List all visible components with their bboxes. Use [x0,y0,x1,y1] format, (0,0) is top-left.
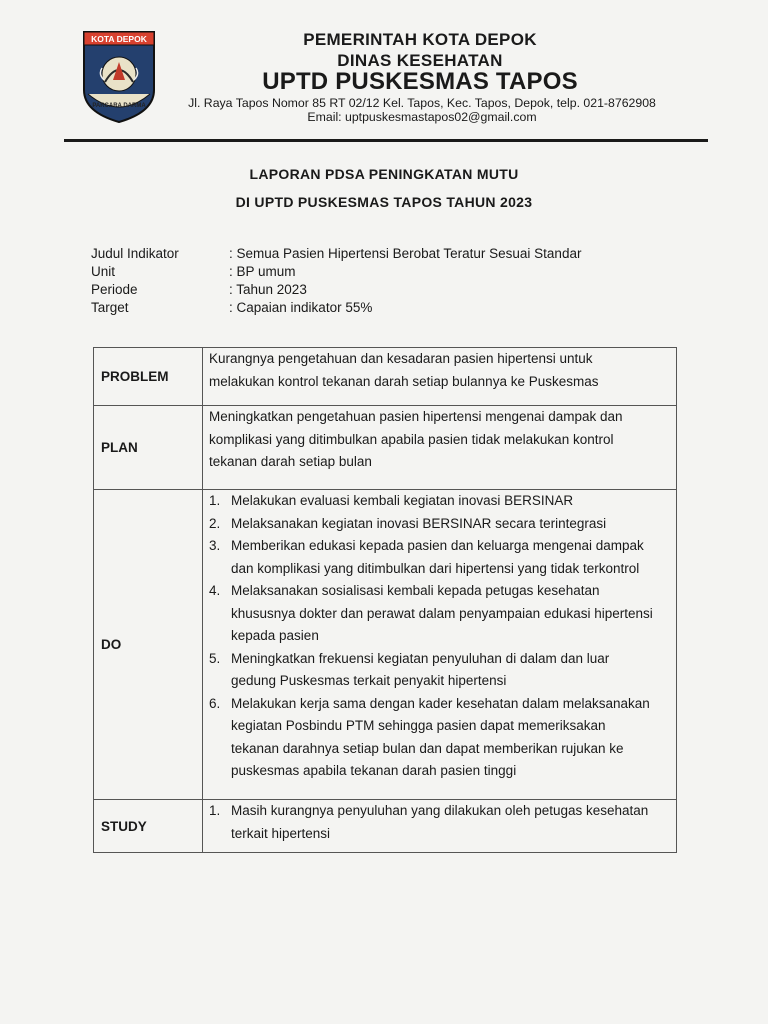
item-number: 5. [209,650,221,666]
item-number: 4. [209,583,221,598]
study-list [209,800,668,845]
meta-value: : Capaian indikator 55% [229,300,373,315]
meta-row [91,299,651,317]
text-line: gedung Puskesmas terkait penyakit hipertensi [231,673,507,688]
text-line: Melakukan evaluasi kembali kegiatan inovasi BERSINAR [231,493,574,508]
report-meta [91,245,651,317]
list-item [209,513,668,536]
list-item [209,535,668,580]
text-line: tekanan darah setiap bulan [209,454,372,469]
text-line: melakukan kontrol tekanan darah setiap bulannya ke Puskesmas [209,373,599,389]
study-content [203,800,677,853]
table-row-do [94,490,677,800]
org-name-puskesmas: UPTD PUSKESMAS TAPOS [262,68,578,95]
text-line: khususnya dokter dan perawat dalam penyampaian edukasi hipertensi [231,605,653,621]
meta-label: Periode [91,282,138,297]
table-row-plan [94,406,677,490]
list-item [209,490,668,513]
text-line: puskesmas apabila tekanan darah pasien tinggi [231,763,517,778]
meta-row [91,245,651,263]
text-line: tekanan darahnya setiap bulan dan dapat memberikan rujukan ke [231,740,624,756]
plan-label: PLAN [94,406,203,490]
table-row-problem [94,348,677,406]
email: Email: uptpuskesmastapos02@gmail.com [307,110,537,124]
list-item [209,580,668,648]
org-name-department: DINAS KESEHATAN [337,51,503,70]
item-number: 6. [209,695,221,711]
text-line: terkait hipertensi [231,825,331,841]
meta-label: Unit [91,264,116,279]
item-number: 3. [209,538,221,553]
table-row-study [94,800,677,853]
meta-label: Judul Indikator [91,246,179,261]
logo-motto: PARCARA DARMA [92,103,146,109]
header-divider [64,139,708,142]
text-line: Melaksanakan sosialisasi kembali kepada petugas kesehatan [231,583,600,598]
logo-text: KOTA DEPOK [91,34,147,44]
report-title-line2: DI UPTD PUSKESMAS TAPOS TAHUN 2023 [235,194,533,210]
meta-value: : Tahun 2023 [229,282,307,297]
text-line: Kurangnya pengetahuan dan kesadaran pasien hipertensi untuk [209,351,593,366]
list-item [209,648,668,693]
do-list [209,490,668,783]
item-number: 2. [209,515,221,531]
meta-value: : BP umum [229,264,296,279]
text-line: Masih kurangnya penyuluhan yang dilakukan oleh petugas kesehatan [231,803,649,818]
text-line: kepada pasien [231,628,319,643]
meta-label: Target [91,300,129,315]
text-line: Melakukan kerja sama dengan kader kesehatan dalam melaksanakan [231,695,650,711]
pdsa-table [93,347,677,853]
meta-row [91,281,651,299]
org-name-city: PEMERINTAH KOTA DEPOK [303,30,537,49]
text-line: Meningkatkan pengetahuan pasien hipertensi mengenai dampak dan [209,409,623,424]
text-line: Memberikan edukasi kepada pasien dan keluarga mengenai dampak [231,538,644,553]
text-line: Melaksanakan kegiatan inovasi BERSINAR secara terintegrasi [231,515,607,531]
kota-depok-emblem [80,28,158,124]
report-title-line1: LAPORAN PDSA PENINGKATAN MUTU [249,166,519,182]
list-item [209,693,668,783]
text-line: kegiatan Posbindu PTM sehingga pasien dapat memeriksakan [231,718,606,733]
text-line: komplikasi yang ditimbulkan apabila pasien tidak melakukan kontrol [209,431,614,447]
plan-content [203,406,677,490]
meta-value: : Semua Pasien Hipertensi Berobat Teratur Sesuai Standar [229,246,582,261]
address: Jl. Raya Tapos Nomor 85 RT 02/12 Kel. Tapos, Kec. Tapos, Depok, telp. 021-8762908 [188,96,656,110]
problem-label: PROBLEM [94,348,203,406]
list-item [209,800,668,845]
text-line: Meningkatkan frekuensi kegiatan penyuluhan di dalam dan luar [231,650,610,666]
item-number: 1. [209,493,221,508]
item-number: 1. [209,803,221,818]
text-line: dan komplikasi yang ditimbulkan dari hipertensi yang tidak terkontrol [231,560,640,576]
problem-content [203,348,677,406]
study-label: STUDY [94,800,203,853]
do-label: DO [94,490,203,800]
meta-row [91,263,651,281]
do-content [203,490,677,800]
